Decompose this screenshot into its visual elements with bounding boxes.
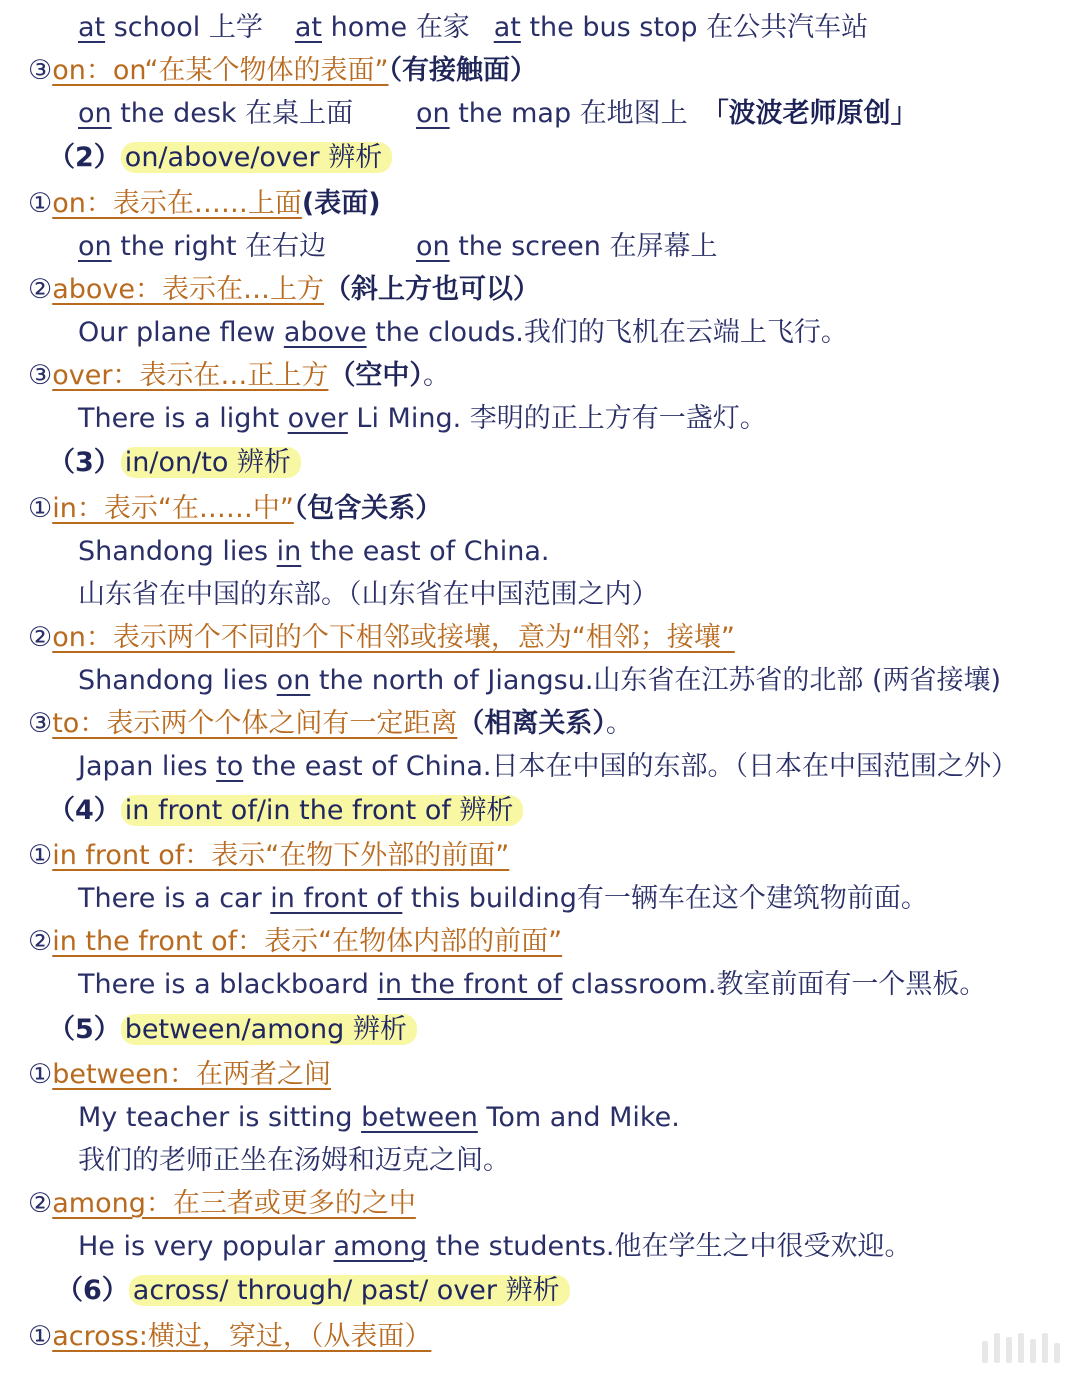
highlighted-title: across/ through/ past/ over 辨析 [129,1275,570,1306]
example-line-on-screen: on the screen 在屏幕上 [416,231,718,262]
subpoint-above: ②above：表示在…上方（斜上方也可以） [28,274,541,305]
subpoint-on: ①on：表示在……上面(表面) [28,188,381,219]
section-heading-5: （5） between/among 辨析 [48,1008,417,1051]
author-credit: 「波波老师原创」 [701,98,918,129]
example-sentence-among: He is very popular among the students.他在学生之中很受欢迎。 [78,1231,912,1262]
section-heading-2: （2） on/above/over 辨析 [48,136,392,179]
example-sentence-in-front-of: There is a car in front of this building有一辆车在这个建筑物前面。 [78,883,928,914]
subpoint-between: ①between：在两者之间 [28,1059,331,1090]
section-heading-4: （4） in front of/in the front of 辨析 [48,789,523,832]
section-heading-3: （3） in/on/to 辨析 [48,441,301,484]
subpoint-among: ②among：在三者或更多的之中 [28,1188,416,1219]
subpoint-across: ①across:横过，穿过，（从表面） [28,1321,432,1352]
subpoint-over: ③over：表示在…正上方（空中）。 [28,360,450,391]
example-translation-between: 我们的老师正坐在汤姆和迈克之间。 [78,1145,510,1176]
example-sentence-over: There is a light over Li Ming. 李明的正上方有一盏灯。 [78,403,767,434]
highlighted-title: between/among 辨析 [121,1014,417,1045]
keyword: at [78,12,106,43]
example-line-on-right: on the right 在右边 [78,231,327,262]
example-sentence-above: Our plane flew above the clouds.我们的飞机在云端上飞行。 [78,317,848,348]
example-translation-in: 山东省在中国的东部。（山东省在中国范围之内） [78,579,659,610]
section-heading-6: （6） across/ through/ past/ over 辨析 [56,1269,570,1312]
watermark-logo [982,1333,1060,1363]
subpoint-in: ①in：表示“在……中”（包含关系） [28,493,443,524]
example-sentence-in: Shandong lies in the east of China. [78,536,550,567]
example-sentence-between: My teacher is sitting between Tom and Mike. [78,1102,680,1133]
example-line-at: at school 上学 at home 在家 at the bus stop 在公共汽车站 [78,12,869,43]
subpoint-to: ③to：表示两个个体之间有一定距离（相离关系）。 [28,708,633,739]
example-line-on-2: on the map 在地图上 「波波老师原创」 [416,98,918,129]
keyword: at [493,12,521,43]
highlighted-title: in/on/to 辨析 [121,447,301,478]
subpoint-on-surface: ③on：on“在某个物体的表面”（有接触面） [28,55,537,86]
subpoint-in-the-front-of: ②in the front of：表示“在物体内部的前面” [28,926,563,957]
highlighted-title: on/above/over 辨析 [121,142,392,173]
example-line-on: on the desk 在桌上面 [78,98,354,129]
example-sentence-in-the-front-of: There is a blackboard in the front of classroom.教室前面有一个黑板。 [78,969,987,1000]
subpoint-on-adjacent: ②on：表示两个不同的个下相邻或接壤，意为“相邻；接壤” [28,622,735,653]
subpoint-in-front-of: ①in front of：表示“在物下外部的前面” [28,840,510,871]
example-sentence-on-adjacent: Shandong lies on the north of Jiangsu.山东省在江苏省的北部 (两省接壤) [78,665,1002,696]
example-sentence-to: Japan lies to the east of China.日本在中国的东部。（日本在中国范围之外） [78,751,1018,782]
highlighted-title: in front of/in the front of 辨析 [121,795,524,826]
keyword: at [294,12,323,43]
